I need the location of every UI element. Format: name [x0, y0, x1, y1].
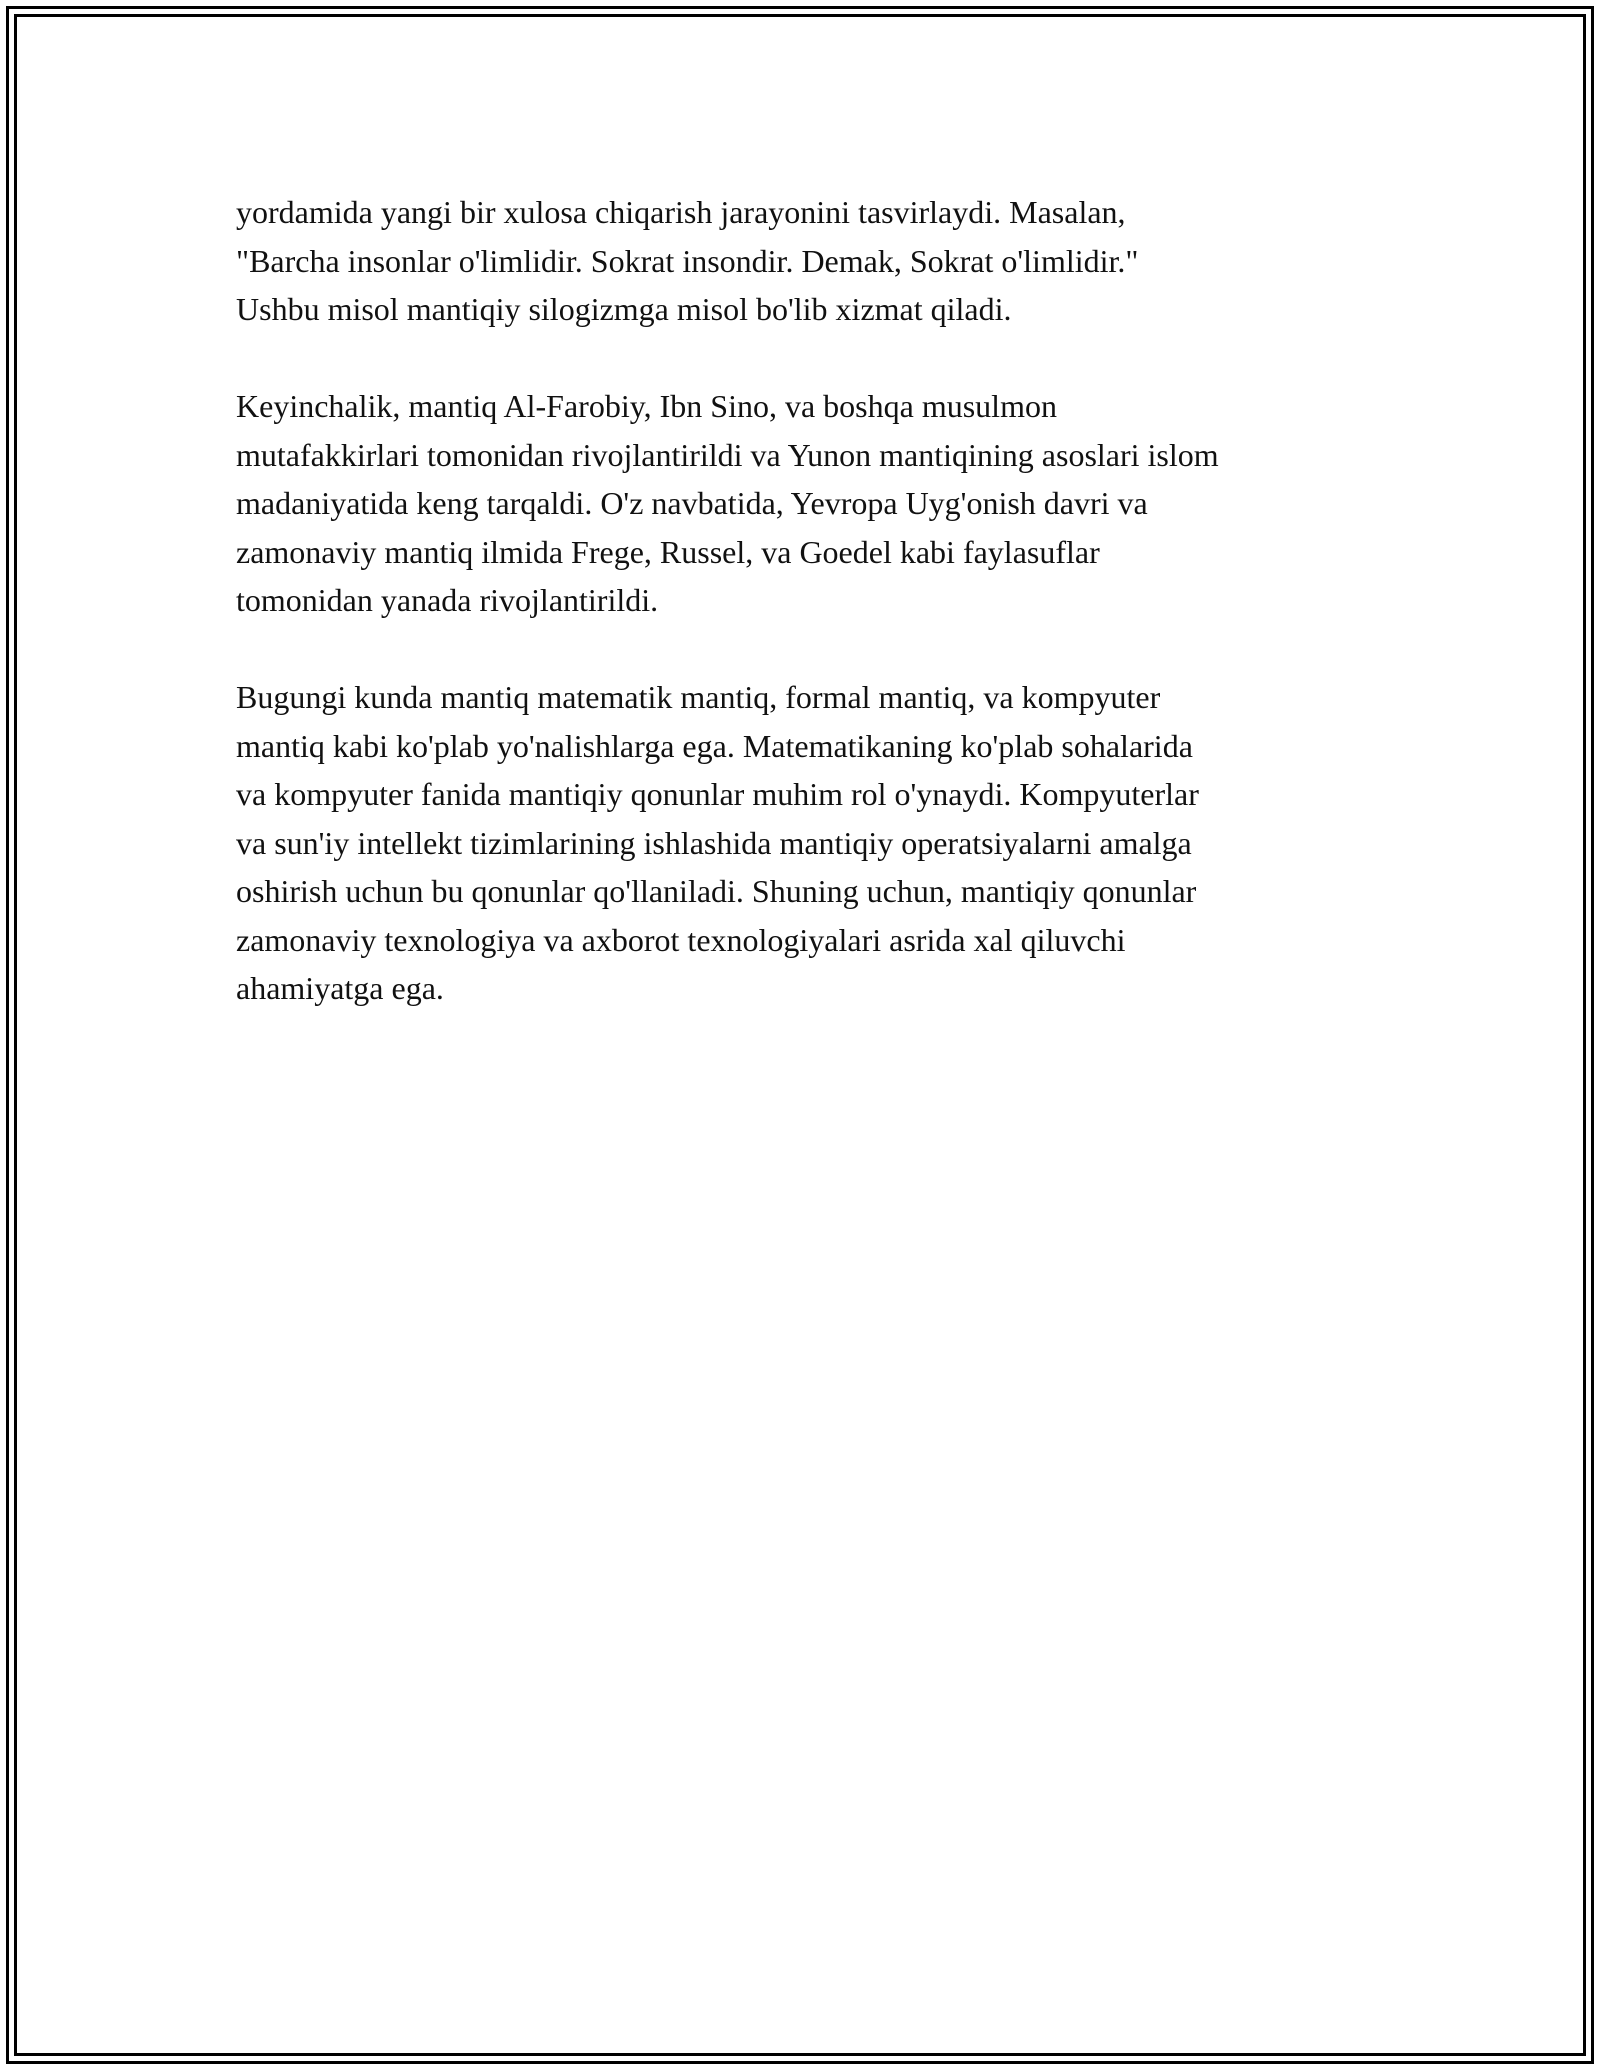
- text-line: Bugungi kunda mantiq matematik mantiq, formal mantiq, va kompyuter: [236, 679, 1161, 715]
- text-line: yordamida yangi bir xulosa chiqarish jarayonini tasvirlaydi. Masalan,: [236, 194, 1126, 230]
- text-line: ahamiyatga ega.: [236, 970, 444, 1006]
- paragraph-2: [236, 382, 1376, 625]
- text-line: tomonidan yanada rivojlantirildi.: [236, 582, 659, 618]
- text-line: Keyinchalik, mantiq Al-Farobiy, Ibn Sino, va boshqa musulmon: [236, 388, 1057, 424]
- document-body: [236, 188, 1376, 1061]
- text-line: madaniyatida keng tarqaldi. O'z navbatida, Yevropa Uyg'onish davri va: [236, 485, 1148, 521]
- text-line: zamonaviy texnologiya va axborot texnologiyalari asrida xal qiluvchi: [236, 921, 1126, 958]
- text-line: "Barcha insonlar o'limlidir. Sokrat insondir. Demak, Sokrat o'limlidir.": [236, 242, 1139, 279]
- text-line: zamonaviy mantiq ilmida Frege, Russel, va Goedel kabi faylasuflar: [236, 533, 1100, 570]
- text-line: mantiq kabi ko'plab yo'nalishlarga ega. Matematikaning ko'plab sohalarida: [236, 727, 1193, 764]
- text-line: va sun'iy intellekt tizimlarining ishlashida mantiqiy operatsiyalarni amalga: [236, 824, 1192, 861]
- text-line: va kompyuter fanida mantiqiy qonunlar muhim rol o'ynaydi. Kompyuterlar: [236, 776, 1199, 812]
- text-line: Ushbu misol mantiqiy silogizmga misol bo'lib xizmat qiladi.: [236, 291, 1012, 327]
- text-line: mutafakkirlari tomonidan rivojlantirildi va Yunon mantiqining asoslari islom: [236, 436, 1219, 473]
- paragraph-1: [236, 188, 1376, 334]
- paragraph-3: [236, 673, 1376, 1013]
- text-line: oshirish uchun bu qonunlar qo'llaniladi. Shuning uchun, mantiqiy qonunlar: [236, 873, 1197, 909]
